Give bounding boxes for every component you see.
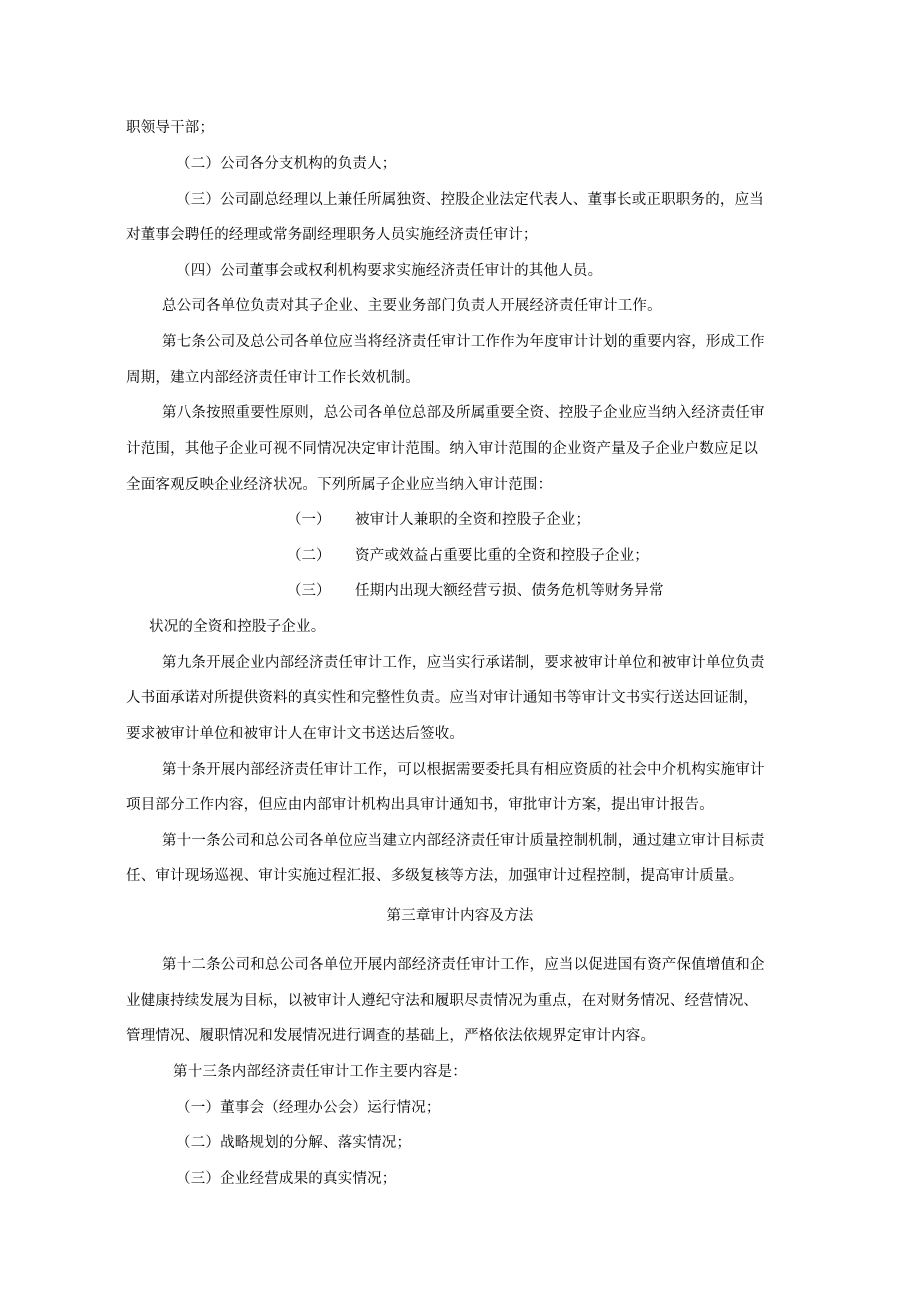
paragraph-line: 第九条开展企业内部经济责任审计工作，应当实行承诺制，要求被审计单位和被审计单位负责 bbox=[162, 655, 765, 671]
paragraph-line: 第十三条内部经济责任审计工作主要内容是： bbox=[173, 1064, 467, 1080]
paragraph-line: 人书面承诺对所提供资料的真实性和完整性负责。应当对审计通知书等审计文书实行送达回证制， bbox=[126, 690, 759, 706]
list-item-number: （二） bbox=[287, 548, 331, 564]
paragraph-line: （二）公司各分支机构的负责人； bbox=[176, 156, 397, 172]
paragraph-line: 第十条开展内部经济责任审计工作，可以根据需要委托具有相应资质的社会中介机构实施审计 bbox=[162, 762, 765, 778]
list-item-text: 任期内出现大额经营亏损、债务危机等财务异常 bbox=[355, 583, 664, 599]
paragraph-line: 管理情况、履职情况和发展情况进行调查的基础上，严格依法依规界定审计内容。 bbox=[126, 1028, 656, 1044]
paragraph-line: 职领导干部； bbox=[126, 120, 215, 136]
paragraph-line: 第十二条公司和总公司各单位开展内部经济责任审计工作，应当以促进国有资产保值增值和企 bbox=[162, 957, 765, 973]
paragraph-line: 要求被审计单位和被审计人在审计文书送达后签收。 bbox=[126, 726, 465, 742]
paragraph-line: （三）公司副总经理以上兼任所属独资、控股企业法定代表人、董事长或正职职务的，应当 bbox=[176, 192, 764, 208]
chapter-heading: 第三章审计内容及方法 bbox=[386, 908, 534, 924]
paragraph-line: 对董事会聘任的经理或常务副经理职务人员实施经济责任审计； bbox=[126, 227, 538, 243]
paragraph-line: 第十一条公司和总公司各单位应当建立内部经济责任审计质量控制机制，通过建立审计目标责 bbox=[162, 833, 765, 849]
paragraph-line: （四）公司董事会或权利机构要求实施经济责任审计的其他人员。 bbox=[176, 263, 603, 279]
paragraph-line: 计范围，其他子企业可视不同情况决定审计范围。纳入审计范围的企业资产量及子企业户数应足以 bbox=[126, 441, 759, 457]
list-item-text: 被审计人兼职的全资和控股子企业； bbox=[355, 512, 591, 528]
paragraph-line: （三）企业经营成果的真实情况； bbox=[176, 1171, 397, 1187]
paragraph-line: 项目部分工作内容，但应由内部审计机构出具审计通知书，审批审计方案，提出审计报告。 bbox=[126, 797, 714, 813]
paragraph-line: （二）战略规划的分解、落实情况； bbox=[176, 1135, 412, 1151]
paragraph-line: （一）董事会（经理办公会）运行情况； bbox=[176, 1100, 441, 1116]
paragraph-line: 业健康持续发展为目标，以被审计人遵纪守法和履职尽责情况为重点，在对财务情况、经营情况、 bbox=[126, 993, 759, 1009]
list-item-number: （一） bbox=[287, 512, 331, 528]
list-item-number: （三） bbox=[287, 583, 331, 599]
list-item-text: 资产或效益占重要比重的全资和控股子企业； bbox=[355, 548, 649, 564]
paragraph-line: 状况的全资和控股子企业。 bbox=[149, 619, 326, 635]
paragraph-line: 总公司各单位负责对其子企业、主要业务部门负责人开展经济责任审计工作。 bbox=[162, 298, 662, 314]
paragraph-line: 全面客观反映企业经济状况。下列所属子企业应当纳入审计范围： bbox=[126, 477, 553, 493]
paragraph-line: 第八条按照重要性原则，总公司各单位总部及所属重要全资、控股子企业应当纳入经济责任审 bbox=[162, 405, 765, 421]
paragraph-line: 任、审计现场巡视、审计实施过程汇报、多级复核等方法，加强审计过程控制，提高审计质量。 bbox=[126, 868, 744, 884]
paragraph-line: 周期，建立内部经济责任审计工作长效机制。 bbox=[126, 370, 420, 386]
paragraph-line: 第七条公司及总公司各单位应当将经济责任审计工作作为年度审计计划的重要内容，形成工作 bbox=[162, 334, 765, 350]
